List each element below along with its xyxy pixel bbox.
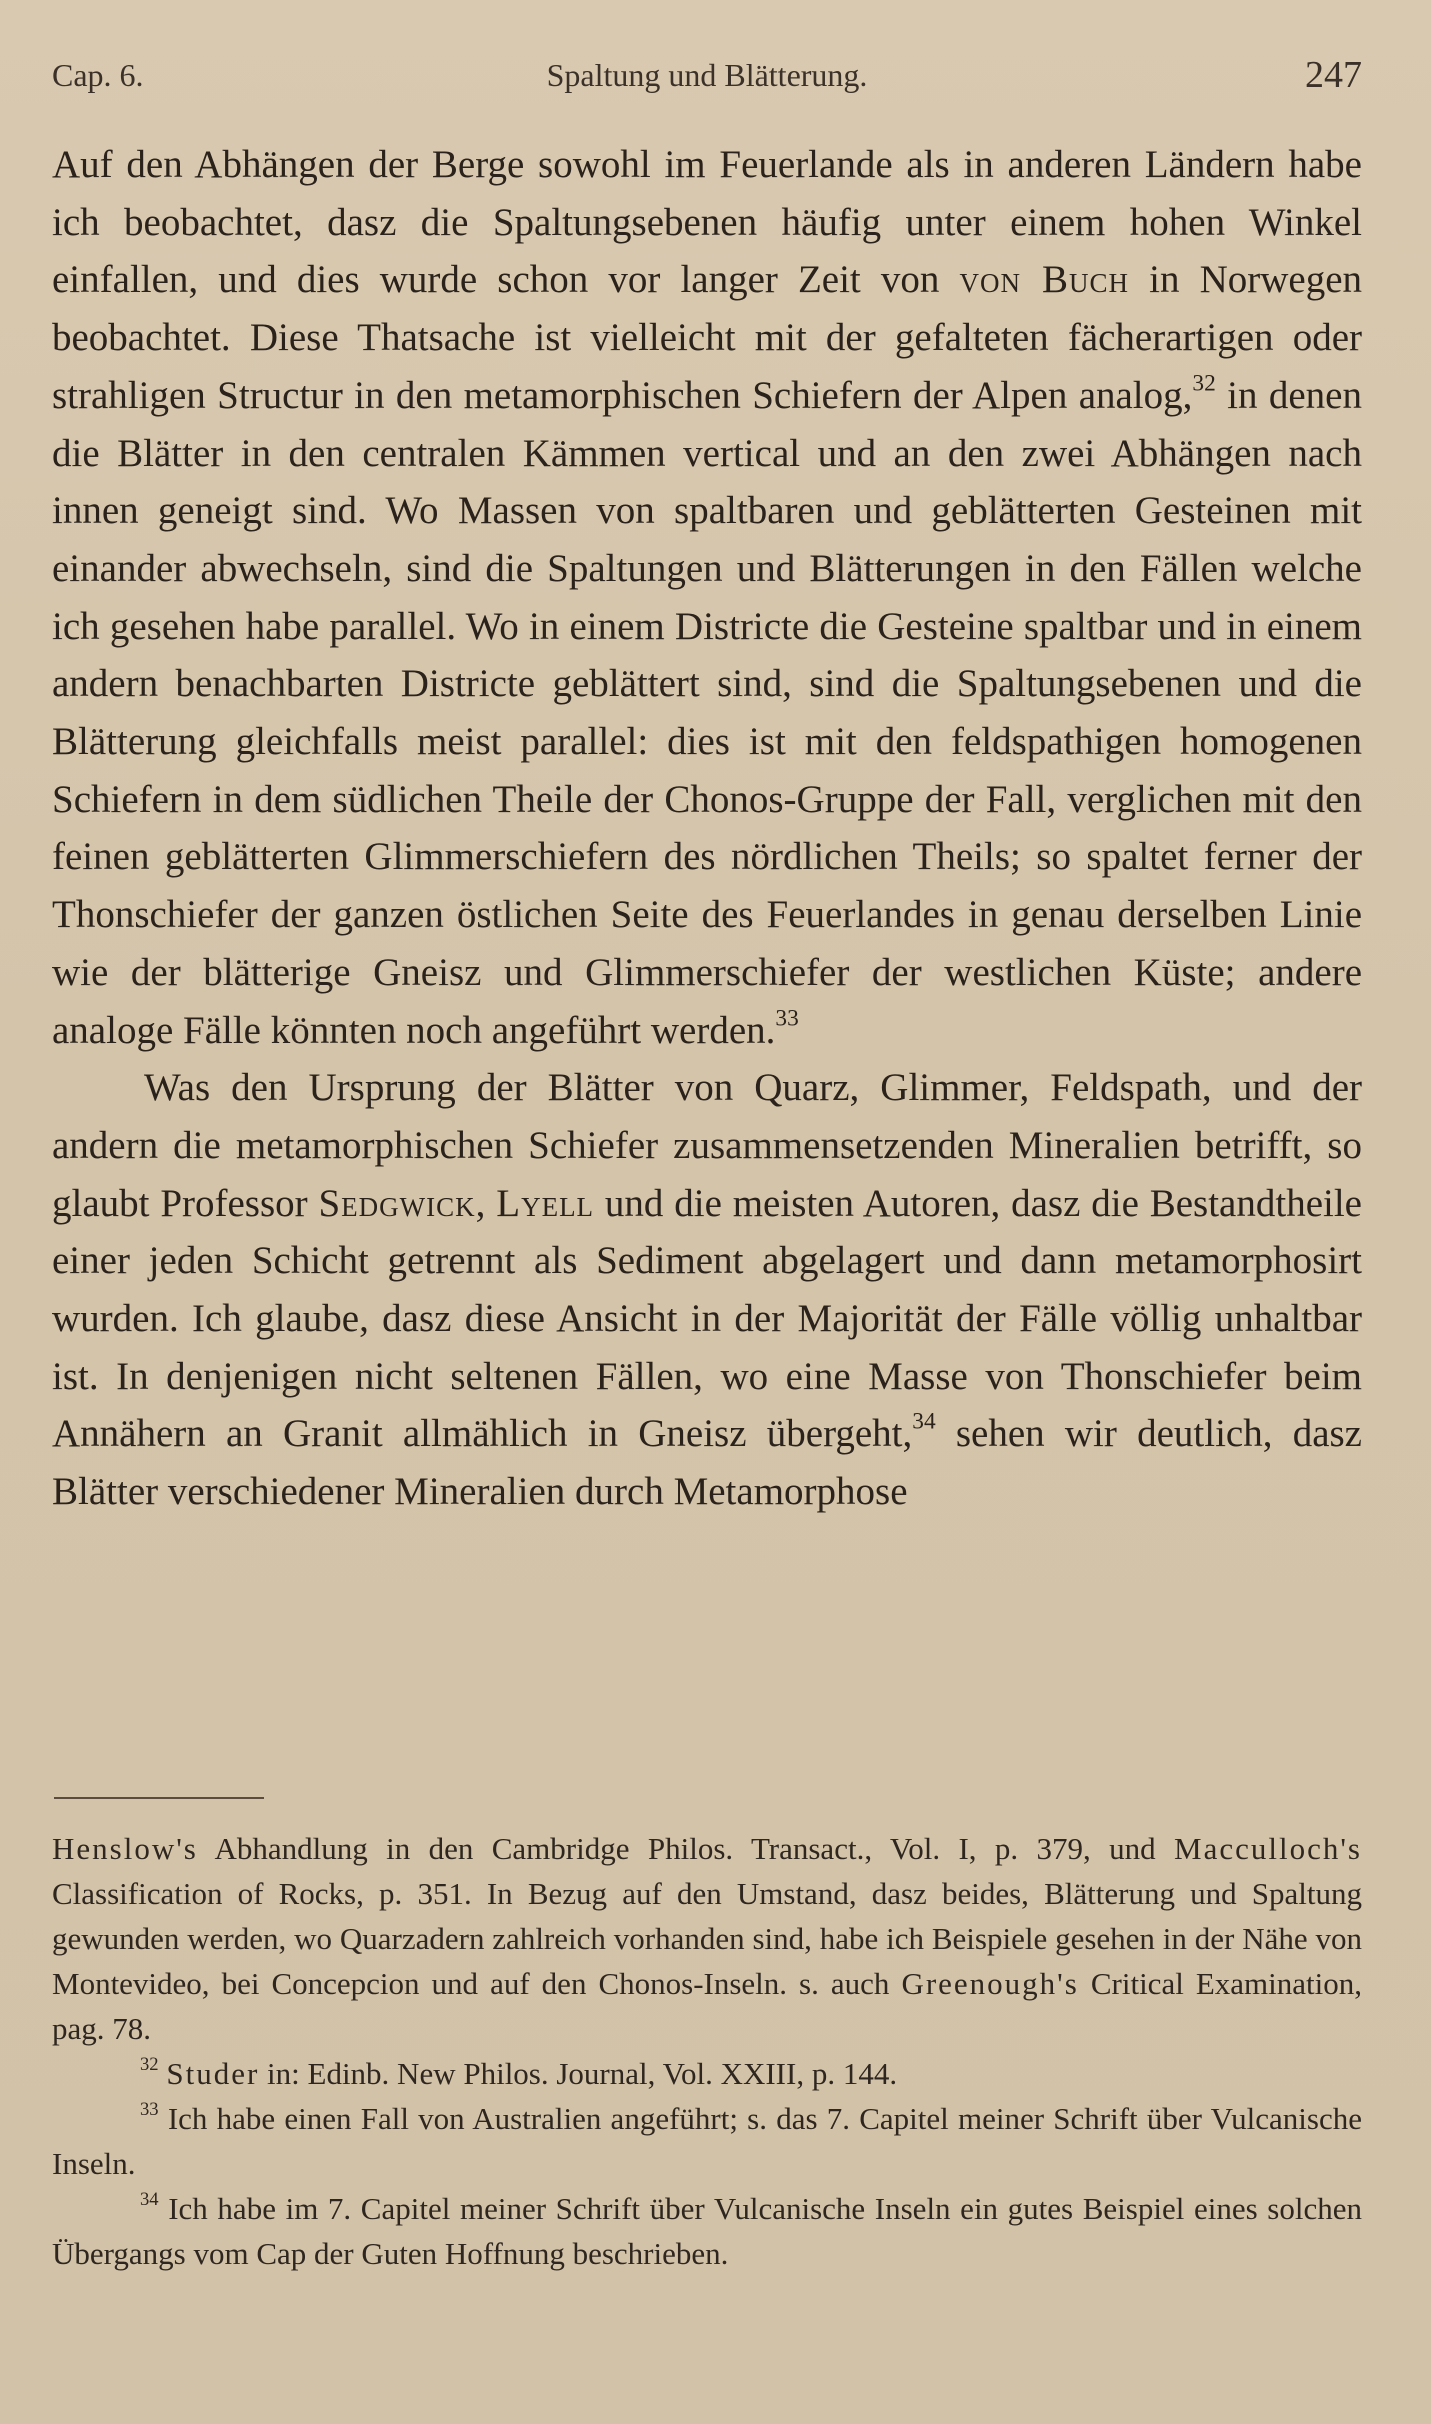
footnote-divider — [54, 1797, 264, 1799]
paragraph-text: Auf den Abhängen der Berge sowohl im Feuerlande als in anderen Ländern habe ich beobachtet, dasz die Spaltungsebenen häufig unter einem hohen Winkel einfallen, und dies wurde schon vor langer Zeit von — [52, 143, 1362, 302]
footnote-continued — [52, 1826, 1362, 2051]
footnote-text: in: Edinb. New Philos. Journal, Vol. XXIII, p. 144. — [259, 2056, 898, 2091]
author-name: Henslow's — [52, 1831, 198, 1866]
paragraph-text: Was den Ursprung der Blätter von Quarz, Glimmer, Feldspath, und der andern die metamorphischen Schiefer zusammensetzenden Mineralien betrifft, so glaubt Professor — [52, 1066, 1362, 1225]
chapter-label: Cap. 6. — [52, 57, 144, 93]
footnote-text: Ich habe einen Fall von Australien angeführt; s. das 7. Capitel meiner Schrift über Vulcanische Inseln. — [52, 2101, 1362, 2181]
footnote-33 — [52, 2096, 1362, 2186]
footnote-ref: 32 — [1192, 370, 1216, 397]
footnote-32 — [52, 2051, 1362, 2096]
author-name: Macculloch's — [1174, 1831, 1362, 1866]
author-name: Greenough's — [901, 1966, 1079, 2001]
paragraph-1 — [52, 136, 1362, 1059]
running-title: Spaltung und Blätterung. — [546, 57, 868, 93]
paragraph-text: , — [475, 1181, 497, 1225]
paragraph-text: in Norwegen beobachtet. Diese Thatsache ist vielleicht mit der gefalteten fächerartigen oder strahligen Structur in den metamorphischen Schiefern der Alpen analog, — [52, 258, 1363, 417]
footnote-ref: 34 — [912, 1408, 936, 1435]
author-name: von Buch — [959, 258, 1130, 302]
paragraph-text: in denen die Blätter in den centralen Kämmen vertical und an den zwei Abhängen nach innen geneigt sind. Wo Massen von spaltbaren und geblätterten Gesteinen mit einander abwechseln, sind die Spaltungen und Blätterungen in den Fällen welche ich gesehen habe parallel. Wo in einem Districte die Gesteine spaltbar und in einem andern benachbarten Districte geblättert sind, sind die Spaltungsebenen und die Blätterung gleichfalls meist parallel: dies ist mit den feldspathigen homogenen Schiefern in dem südlichen Theile der Chonos-Gruppe der Fall, verglichen mit den feinen geblätterten Glimmerschiefern des nördlichen Theils; so spaltet ferner der Thonschiefer der ganzen östlichen Seite des Feuerlandes in genau derselben Linie wie der blätterige Gneisz und Glimmerschiefer der westlichen Küste; andere analoge Fälle könnten noch angeführt werden. — [52, 373, 1362, 1052]
footnote-ref: 33 — [775, 1005, 799, 1031]
running-header — [52, 52, 1362, 98]
footnote-text: Abhandlung in den Cambridge Philos. Transact., Vol. I, p. 379, und — [197, 1831, 1175, 1866]
footnote-34 — [52, 2186, 1362, 2276]
footnote-text: Classification of Rocks, p. 351. In Bezug auf den Umstand, dasz beides, Blätterung und Spaltung gewunden werden, wo Quarzadern zahlreich vorhanden sind, habe ich Beispiele gesehen in der Nähe von Montevideo, bei Concepcion und auf den Chonos-Inseln. s. auch — [52, 1876, 1362, 2001]
paragraph-2 — [52, 1059, 1362, 1521]
main-text — [52, 136, 1362, 1521]
footnote-number: 32 — [140, 2054, 159, 2076]
footnotes — [52, 1826, 1362, 2276]
author-name: Sedgwick — [318, 1181, 476, 1225]
paragraph-text: sehen wir deutlich, dasz Blätter verschiedener Mineralien durch Metamorphose — [52, 1412, 1362, 1514]
footnote-number: 34 — [140, 2189, 159, 2211]
footnote-text: Ich habe im 7. Capitel meiner Schrift über Vulcanische Inseln ein gutes Beispiel eines solchen Übergangs vom Cap der Guten Hoffnung beschrieben. — [52, 2191, 1362, 2271]
author-name: Studer — [166, 2056, 260, 2091]
footnote-number: 33 — [140, 2099, 159, 2121]
author-name: Lyell — [496, 1181, 595, 1225]
footnote-text: Critical Examination, pag. 78. — [52, 1966, 1362, 2046]
page-number: 247 — [1305, 54, 1362, 96]
paragraph-text: und die meisten Autoren, dasz die Bestandtheile einer jeden Schicht getrennt als Sediment abgelagert und dann metamorphosirt wurden. Ich glaube, dasz diese Ansicht in der Majorität der Fälle völlig unhaltbar ist. In denjenigen nicht seltenen Fällen, wo eine Masse von Thonschiefer beim Annähern an Granit allmählich in Gneisz übergeht, — [52, 1181, 1362, 1456]
